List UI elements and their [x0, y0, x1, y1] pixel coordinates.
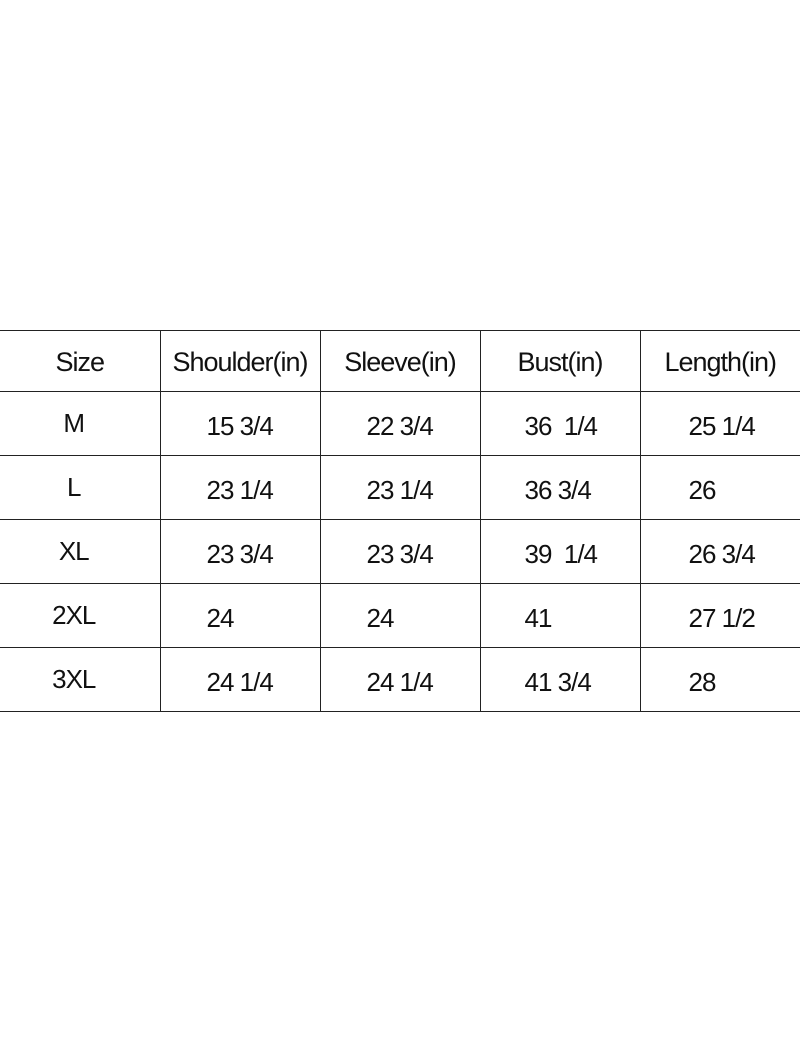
shoulder-cell: 24: [160, 584, 320, 648]
sleeve-cell: 24 1/4: [320, 648, 480, 712]
shoulder-cell: 23 3/4: [160, 520, 320, 584]
shoulder-cell: 23 1/4: [160, 456, 320, 520]
bust-cell: 41: [480, 584, 640, 648]
length-cell: 26: [640, 456, 800, 520]
length-cell: 28: [640, 648, 800, 712]
table-row: [0, 456, 800, 520]
length-cell: 25 1/4: [640, 392, 800, 456]
sleeve-cell: 23 3/4: [320, 520, 480, 584]
table-row: [0, 648, 800, 712]
shoulder-cell: 15 3/4: [160, 392, 320, 456]
shoulder-cell: 24 1/4: [160, 648, 320, 712]
sleeve-cell: 24: [320, 584, 480, 648]
sleeve-cell: 22 3/4: [320, 392, 480, 456]
bust-cell: 41 3/4: [480, 648, 640, 712]
bust-cell: 36 3/4: [480, 456, 640, 520]
length-cell: 27 1/2: [640, 584, 800, 648]
table-row: [0, 392, 800, 456]
table-row: [0, 520, 800, 584]
size-chart-table: [0, 330, 800, 712]
header-shoulder: Shoulder(in): [160, 331, 320, 392]
size-cell: 2XL: [0, 584, 160, 648]
header-bust: Bust(in): [480, 331, 640, 392]
sleeve-cell: 23 1/4: [320, 456, 480, 520]
length-cell: 26 3/4: [640, 520, 800, 584]
table-row: [0, 584, 800, 648]
header-size: Size: [0, 331, 160, 392]
header-sleeve: Sleeve(in): [320, 331, 480, 392]
size-cell: L: [0, 456, 160, 520]
header-length: Length(in): [640, 331, 800, 392]
bust-cell: 36 1/4: [480, 392, 640, 456]
table-header-row: [0, 331, 800, 392]
size-cell: M: [0, 392, 160, 456]
size-cell: 3XL: [0, 648, 160, 712]
size-cell: XL: [0, 520, 160, 584]
bust-cell: 39 1/4: [480, 520, 640, 584]
